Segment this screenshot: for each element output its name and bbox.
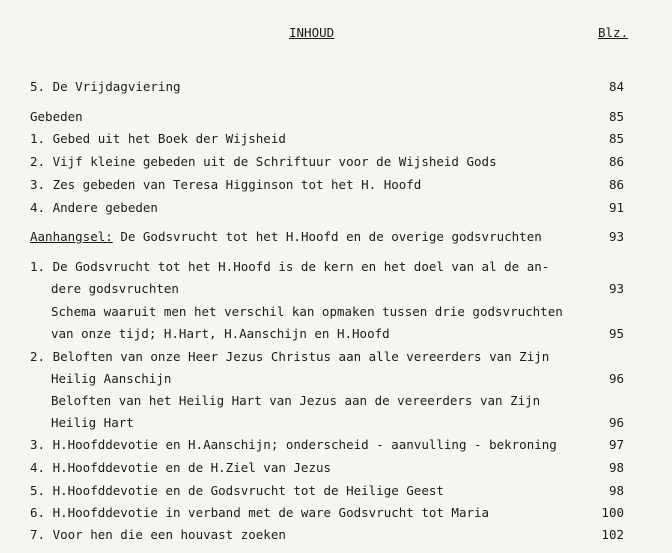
- toc-entry-text: 6. H.Hoofddevotie in verband met de ware Godsvrucht tot Maria: [30, 505, 490, 520]
- toc-entry-continuation: van onze tijd; H.Hart, H.Aanschijn en H.Hoofd: [51, 326, 390, 341]
- toc-entry-text: Schema waaruit men het verschil kan opmaken tussen drie godsvruchten: [51, 304, 563, 319]
- toc-entry-page: 100: [601, 505, 624, 520]
- toc-title: INHOUD: [289, 25, 335, 40]
- page-column-header: Blz.: [598, 25, 629, 40]
- toc-entry-page: 93: [608, 281, 624, 296]
- toc-entry-page: 98: [608, 483, 624, 498]
- toc-entry-page: 86: [608, 154, 624, 169]
- toc-entry-page: 85: [608, 109, 624, 124]
- toc-entry-page: 95: [608, 326, 624, 341]
- toc-entry-text: 4. Andere gebeden: [30, 200, 158, 215]
- toc-entry-page: 84: [608, 79, 624, 94]
- toc-entry-page: 93: [608, 229, 624, 244]
- toc-entry-text: Gebeden: [30, 109, 83, 124]
- toc-entry-page: 86: [608, 177, 624, 192]
- toc-entry-page: 96: [608, 415, 624, 430]
- toc-entry-page: 98: [608, 460, 624, 475]
- appendix-heading: [30, 230, 542, 244]
- toc-entry-page: 96: [608, 371, 624, 386]
- toc-entry-page: 85: [608, 131, 624, 146]
- toc-entry-text: 3. Zes gebeden van Teresa Higginson tot het H. Hoofd: [30, 177, 422, 192]
- toc-entry-text: 4. H.Hoofddevotie en de H.Ziel van Jezus: [30, 460, 332, 475]
- toc-entry-text: 5. De Vrijdagviering: [30, 79, 181, 94]
- appendix-heading-text: De Godsvrucht tot het H.Hoofd en de overige godsvruchten: [112, 229, 542, 244]
- toc-entry-continuation: dere godsvruchten: [51, 281, 179, 296]
- appendix-label: Aanhangsel:: [30, 229, 113, 244]
- toc-entry-text: Beloften van het Heilig Hart van Jezus aan de vereerders van Zijn: [51, 393, 541, 408]
- toc-entry-page: 102: [601, 527, 624, 542]
- toc-entry-page: 97: [608, 437, 624, 452]
- toc-entry-text: 1. De Godsvrucht tot het H.Hoofd is de kern en het doel van al de an-: [30, 259, 550, 274]
- toc-entry-continuation: Heilig Hart: [51, 415, 134, 430]
- toc-entry-text: 3. H.Hoofddevotie en H.Aanschijn; onderscheid - aanvulling - bekroning: [30, 437, 557, 452]
- toc-entry-page: 91: [608, 200, 624, 215]
- toc-entry-text: 2. Vijf kleine gebeden uit de Schriftuur voor de Wijsheid Gods: [30, 154, 497, 169]
- toc-entry-text: 1. Gebed uit het Boek der Wijsheid: [30, 131, 286, 146]
- toc-entry-continuation: Heilig Aanschijn: [51, 371, 172, 386]
- toc-entry-text: 7. Voor hen die een houvast zoeken: [30, 527, 286, 542]
- toc-entry-text: 2. Beloften van onze Heer Jezus Christus aan alle vereerders van Zijn: [30, 349, 550, 364]
- toc-entry-text: 5. H.Hoofddevotie en de Godsvrucht tot de Heilige Geest: [30, 483, 444, 498]
